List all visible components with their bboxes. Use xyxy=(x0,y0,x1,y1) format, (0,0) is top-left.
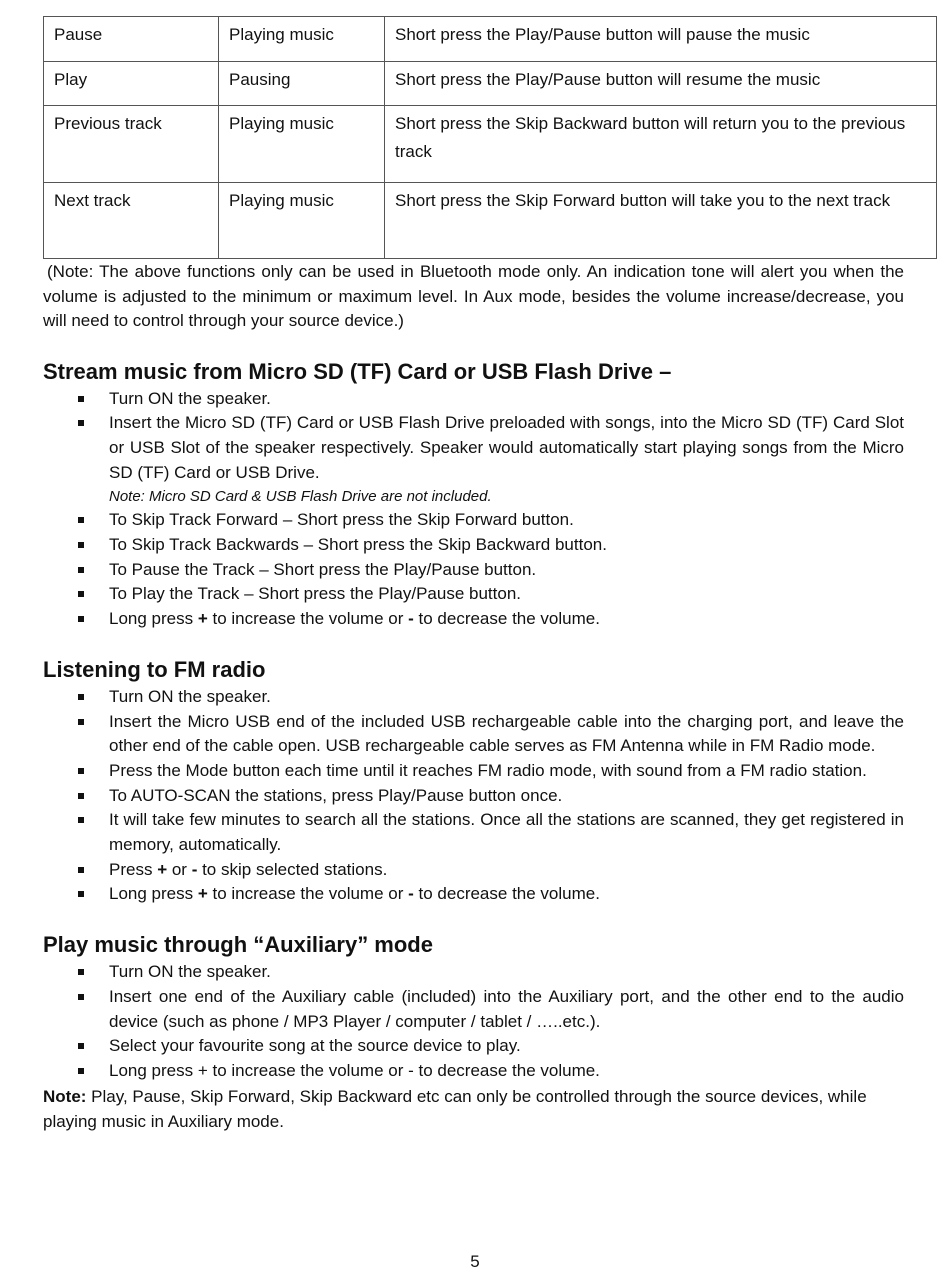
list-item: Turn ON the speaker. xyxy=(43,685,904,710)
bullet-icon xyxy=(78,591,84,597)
table-row xyxy=(44,17,937,62)
list-item: Insert the Micro SD (TF) Card or USB Flash Drive preloaded with songs, into the Micro SD (TF) Card Slot or USB Slot of the speaker respectively. Speaker would automatically start playing songs from the Micro SD (TF) Card or USB Drive. Note: Micro SD Card & USB Flash Drive are not included. xyxy=(43,411,904,508)
table-cell-function: Play xyxy=(44,62,219,106)
table-cell-operation: Short press the Skip Forward button will take you to the next track xyxy=(385,183,937,259)
bluetooth-note: (Note: The above functions only can be used in Bluetooth mode only. An indication tone will alert you when the volume is adjusted to the minimum or maximum level. In Aux mode, besides the volume increase/decrease, you will need to control through your source device.) xyxy=(43,262,904,330)
list-item: Turn ON the speaker. xyxy=(43,960,904,985)
list-item: Press the Mode button each time until it reaches FM radio mode, with sound from a FM radio station. xyxy=(43,759,904,784)
list-item: Press + or - to skip selected stations. xyxy=(43,858,904,883)
bullet-icon xyxy=(78,517,84,523)
page-number: 5 xyxy=(470,1252,480,1271)
bullet-icon xyxy=(78,694,84,700)
auxiliary-heading: Play music through “Auxiliary” mode xyxy=(43,932,433,958)
fm-radio-list xyxy=(43,685,904,907)
bullet-icon xyxy=(78,969,84,975)
table-cell-function: Previous track xyxy=(44,106,219,183)
bullet-icon xyxy=(78,891,84,897)
table-cell-operation: Short press the Play/Pause button will pause the music xyxy=(385,17,937,62)
bullet-icon xyxy=(78,817,84,823)
list-item: To AUTO-SCAN the stations, press Play/Pause button once. xyxy=(43,784,904,809)
list-item: To Skip Track Forward – Short press the Skip Forward button. xyxy=(43,508,904,533)
table-cell-status: Playing music xyxy=(219,17,385,62)
list-item: It will take few minutes to search all the stations. Once all the stations are scanned, they get registered in memory, automatically. xyxy=(43,808,904,857)
fm-radio-heading: Listening to FM radio xyxy=(43,656,266,682)
list-item: Insert the Micro USB end of the included USB rechargeable cable into the charging port, and leave the other end of the cable open. USB rechargeable cable serves as FM Antenna while in FM Radio mode. xyxy=(43,710,904,759)
list-item: Long press + to increase the volume or - to decrease the volume. xyxy=(43,882,904,907)
list-item: To Skip Track Backwards – Short press the Skip Backward button. xyxy=(43,533,904,558)
table-row xyxy=(44,183,937,259)
sd-usb-heading: Stream music from Micro SD (TF) Card or USB Flash Drive – xyxy=(43,358,672,384)
bullet-icon xyxy=(78,567,84,573)
not-included-note: Note: Micro SD Card & USB Flash Drive are not included. xyxy=(109,488,492,506)
manual-page xyxy=(43,16,937,1134)
bullet-icon xyxy=(78,1043,84,1049)
bullet-icon xyxy=(78,719,84,725)
bullet-icon xyxy=(78,994,84,1000)
list-item: Long press + to increase the volume or - to decrease the volume. xyxy=(43,607,904,632)
table-cell-function: Pause xyxy=(44,17,219,62)
list-item: To Play the Track – Short press the Play/Pause button. xyxy=(43,582,904,607)
table-cell-status: Playing music xyxy=(219,106,385,183)
bullet-icon xyxy=(78,768,84,774)
list-item: Turn ON the speaker. xyxy=(43,387,904,412)
table-cell-status: Playing music xyxy=(219,183,385,259)
table-cell-operation: Short press the Skip Backward button will return you to the previous track xyxy=(385,106,937,183)
note-label: Note: xyxy=(43,1086,87,1106)
auxiliary-note: Note: Play, Pause, Skip Forward, Skip Backward etc can only be controlled through the source devices, while playing music in Auxiliary mode. xyxy=(43,1086,867,1131)
table-row xyxy=(44,62,937,106)
list-item: Long press + to increase the volume or - to decrease the volume. xyxy=(43,1059,904,1084)
bullet-icon xyxy=(78,793,84,799)
list-item: Select your favourite song at the source device to play. xyxy=(43,1034,904,1059)
auxiliary-list xyxy=(43,960,904,1084)
list-item: To Pause the Track – Short press the Play/Pause button. xyxy=(43,558,904,583)
table-cell-operation: Short press the Play/Pause button will resume the music xyxy=(385,62,937,106)
bullet-icon xyxy=(78,542,84,548)
table-cell-function: Next track xyxy=(44,183,219,259)
table-cell-status: Pausing xyxy=(219,62,385,106)
bullet-icon xyxy=(78,1068,84,1074)
sd-usb-list xyxy=(43,387,904,632)
list-item: Insert one end of the Auxiliary cable (included) into the Auxiliary port, and the other end to the audio device (such as phone / MP3 Player / computer / tablet / …..etc.). xyxy=(43,985,904,1034)
bullet-icon xyxy=(78,420,84,426)
bullet-icon xyxy=(78,396,84,402)
bullet-icon xyxy=(78,867,84,873)
table-row xyxy=(44,106,937,183)
button-functions-table xyxy=(43,16,937,259)
bullet-icon xyxy=(78,616,84,622)
